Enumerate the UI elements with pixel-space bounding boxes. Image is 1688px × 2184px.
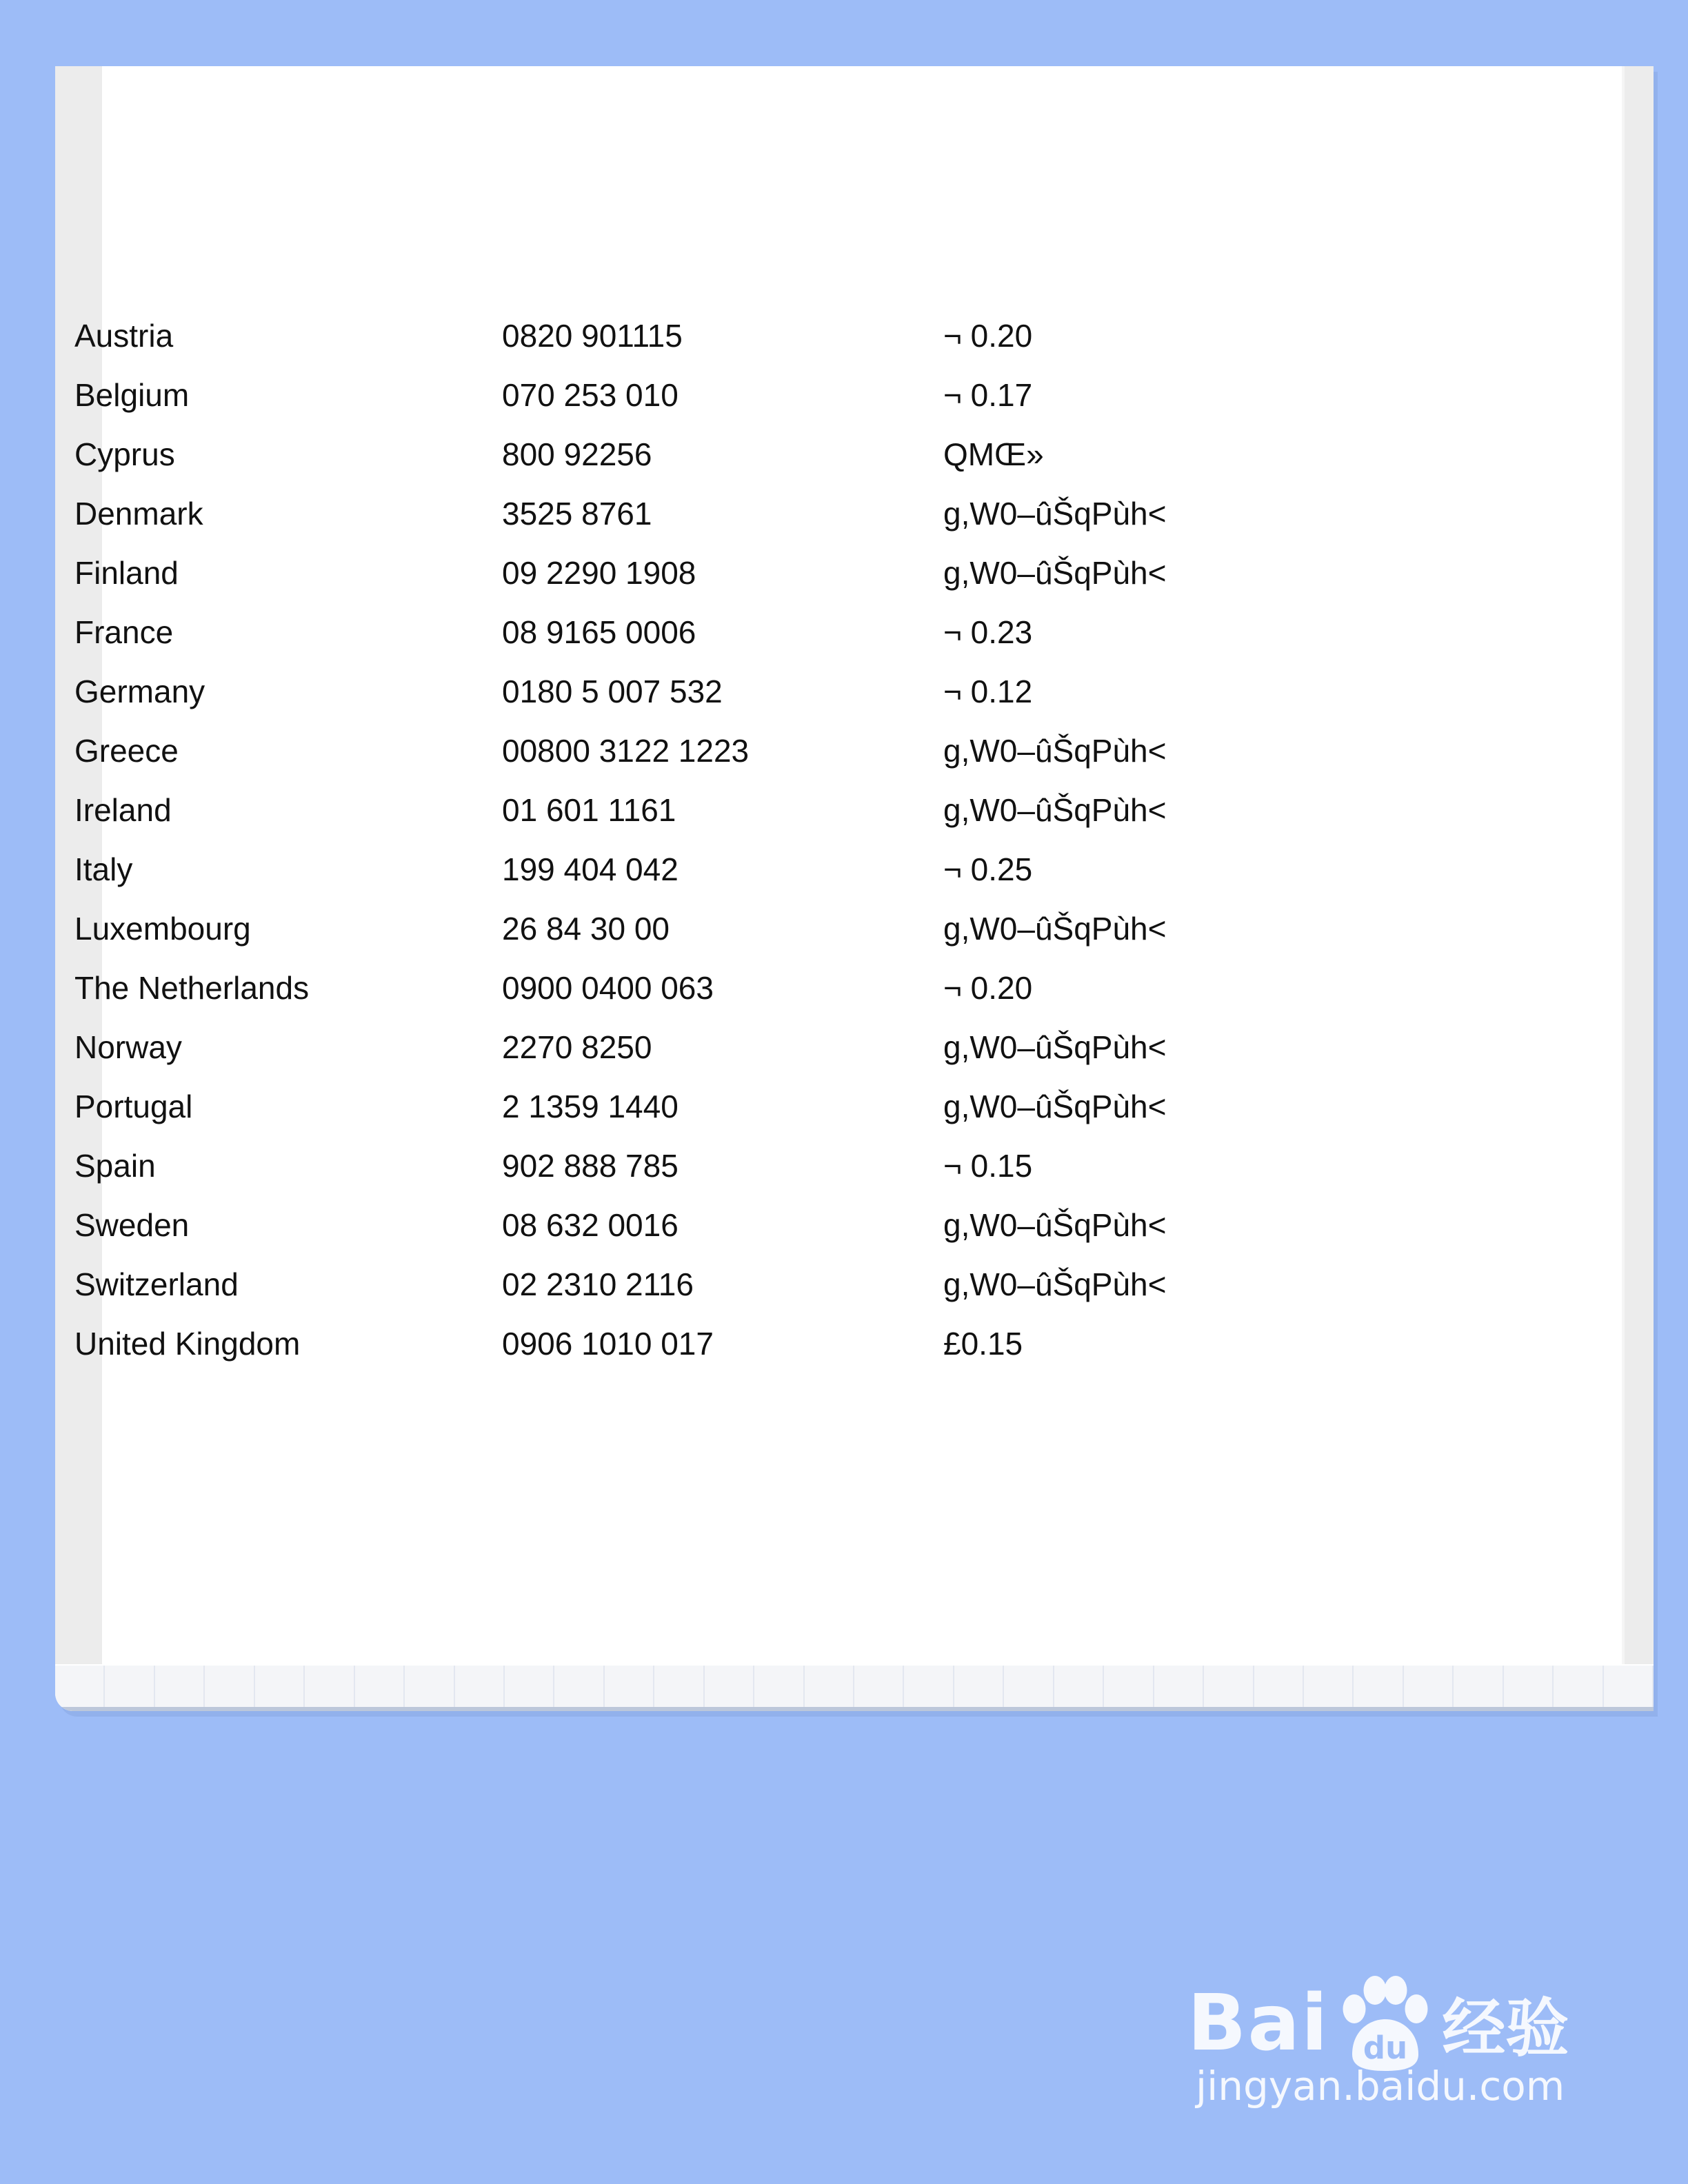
table-row (74, 1136, 1357, 1195)
rate-cell: g,W0–ûŠqPùh< (943, 733, 1167, 769)
helpdesk-contact-table (74, 306, 1357, 1373)
country-cell: Portugal (74, 1089, 193, 1124)
country-cell: Norway (74, 1029, 182, 1065)
watermark-brand-left: Bai (1187, 1979, 1329, 2068)
country-cell: France (74, 614, 174, 650)
rate-cell: ¬ 0.20 (943, 970, 1033, 1006)
table-row (74, 1255, 1357, 1314)
table-row (74, 721, 1357, 780)
table-row (74, 1018, 1357, 1077)
country-cell: The Netherlands (74, 970, 310, 1006)
table-row (74, 543, 1357, 603)
country-cell: Cyprus (74, 436, 175, 472)
phone-cell: 01 601 1161 (502, 792, 676, 828)
country-cell: Denmark (74, 496, 203, 532)
rate-cell: g,W0–ûŠqPùh< (943, 1266, 1167, 1302)
phone-cell: 2 1359 1440 (502, 1089, 679, 1124)
country-cell: Belgium (74, 377, 190, 413)
right-scroll-strip (1622, 66, 1654, 1711)
rate-cell: g,W0–ûŠqPùh< (943, 911, 1167, 947)
phone-cell: 09 2290 1908 (502, 555, 696, 591)
country-cell: Sweden (74, 1207, 190, 1243)
paw-icon (1332, 1972, 1435, 2075)
phone-cell: 08 632 0016 (502, 1207, 679, 1243)
rate-cell: ¬ 0.25 (943, 851, 1033, 887)
country-cell: Italy (74, 851, 133, 887)
phone-cell: 00800 3122 1223 (502, 733, 750, 769)
phone-cell: 26 84 30 00 (502, 911, 670, 947)
country-cell: Spain (74, 1148, 156, 1184)
phone-cell: 2270 8250 (502, 1029, 652, 1065)
rate-cell: g,W0–ûŠqPùh< (943, 1207, 1167, 1243)
table-row (74, 425, 1357, 484)
rate-cell: g,W0–ûŠqPùh< (943, 496, 1167, 532)
rate-cell: g,W0–ûŠqPùh< (943, 1089, 1167, 1124)
table-row (74, 662, 1357, 721)
rate-cell: ¬ 0.12 (943, 674, 1033, 709)
baidu-jingyan-watermark (1187, 1928, 1601, 2121)
rate-cell: g,W0–ûŠqPùh< (943, 792, 1167, 828)
phone-cell: 070 253 010 (502, 377, 679, 413)
rate-cell: ¬ 0.17 (943, 377, 1033, 413)
table-row (74, 1314, 1357, 1373)
phone-cell: 800 92256 (502, 436, 652, 472)
phone-cell: 0180 5 007 532 (502, 674, 723, 709)
table-row (74, 365, 1357, 425)
table-row (74, 484, 1357, 543)
phone-cell: 902 888 785 (502, 1148, 679, 1184)
phone-cell: 0820 901115 (502, 318, 683, 354)
watermark-url: jingyan.baidu.com (1196, 2063, 1565, 2110)
phone-cell: 0900 0400 063 (502, 970, 714, 1006)
country-cell: Germany (74, 674, 205, 709)
phone-cell: 3525 8761 (502, 496, 652, 532)
phone-cell: 0906 1010 017 (502, 1326, 714, 1362)
watermark-brand-cn: 经验 (1442, 1992, 1569, 2065)
rate-cell: g,W0–ûŠqPùh< (943, 1029, 1167, 1065)
country-cell: United Kingdom (74, 1326, 301, 1362)
country-cell: Finland (74, 555, 179, 591)
rate-cell: QMŒ» (943, 436, 1044, 472)
country-cell: Ireland (74, 792, 172, 828)
rate-cell: ¬ 0.23 (943, 614, 1033, 650)
country-cell: Luxembourg (74, 911, 251, 947)
table-row (74, 306, 1357, 365)
phone-cell: 02 2310 2116 (502, 1266, 694, 1302)
bottom-footer-strip (55, 1664, 1654, 1711)
rate-cell: ¬ 0.15 (943, 1148, 1033, 1184)
table-row (74, 603, 1357, 662)
rate-cell: £0.15 (943, 1326, 1023, 1362)
table-row (74, 1195, 1357, 1255)
table-row (74, 1077, 1357, 1136)
table-row (74, 840, 1357, 899)
watermark-brand-right: du (1363, 2030, 1408, 2066)
rate-cell: g,W0–ûŠqPùh< (943, 555, 1167, 591)
country-cell: Austria (74, 318, 174, 354)
phone-cell: 08 9165 0006 (502, 614, 696, 650)
table-row (74, 780, 1357, 840)
country-cell: Switzerland (74, 1266, 239, 1302)
table-row (74, 899, 1357, 958)
country-cell: Greece (74, 733, 179, 769)
rate-cell: ¬ 0.20 (943, 318, 1033, 354)
phone-cell: 199 404 042 (502, 851, 679, 887)
table-row (74, 958, 1357, 1018)
